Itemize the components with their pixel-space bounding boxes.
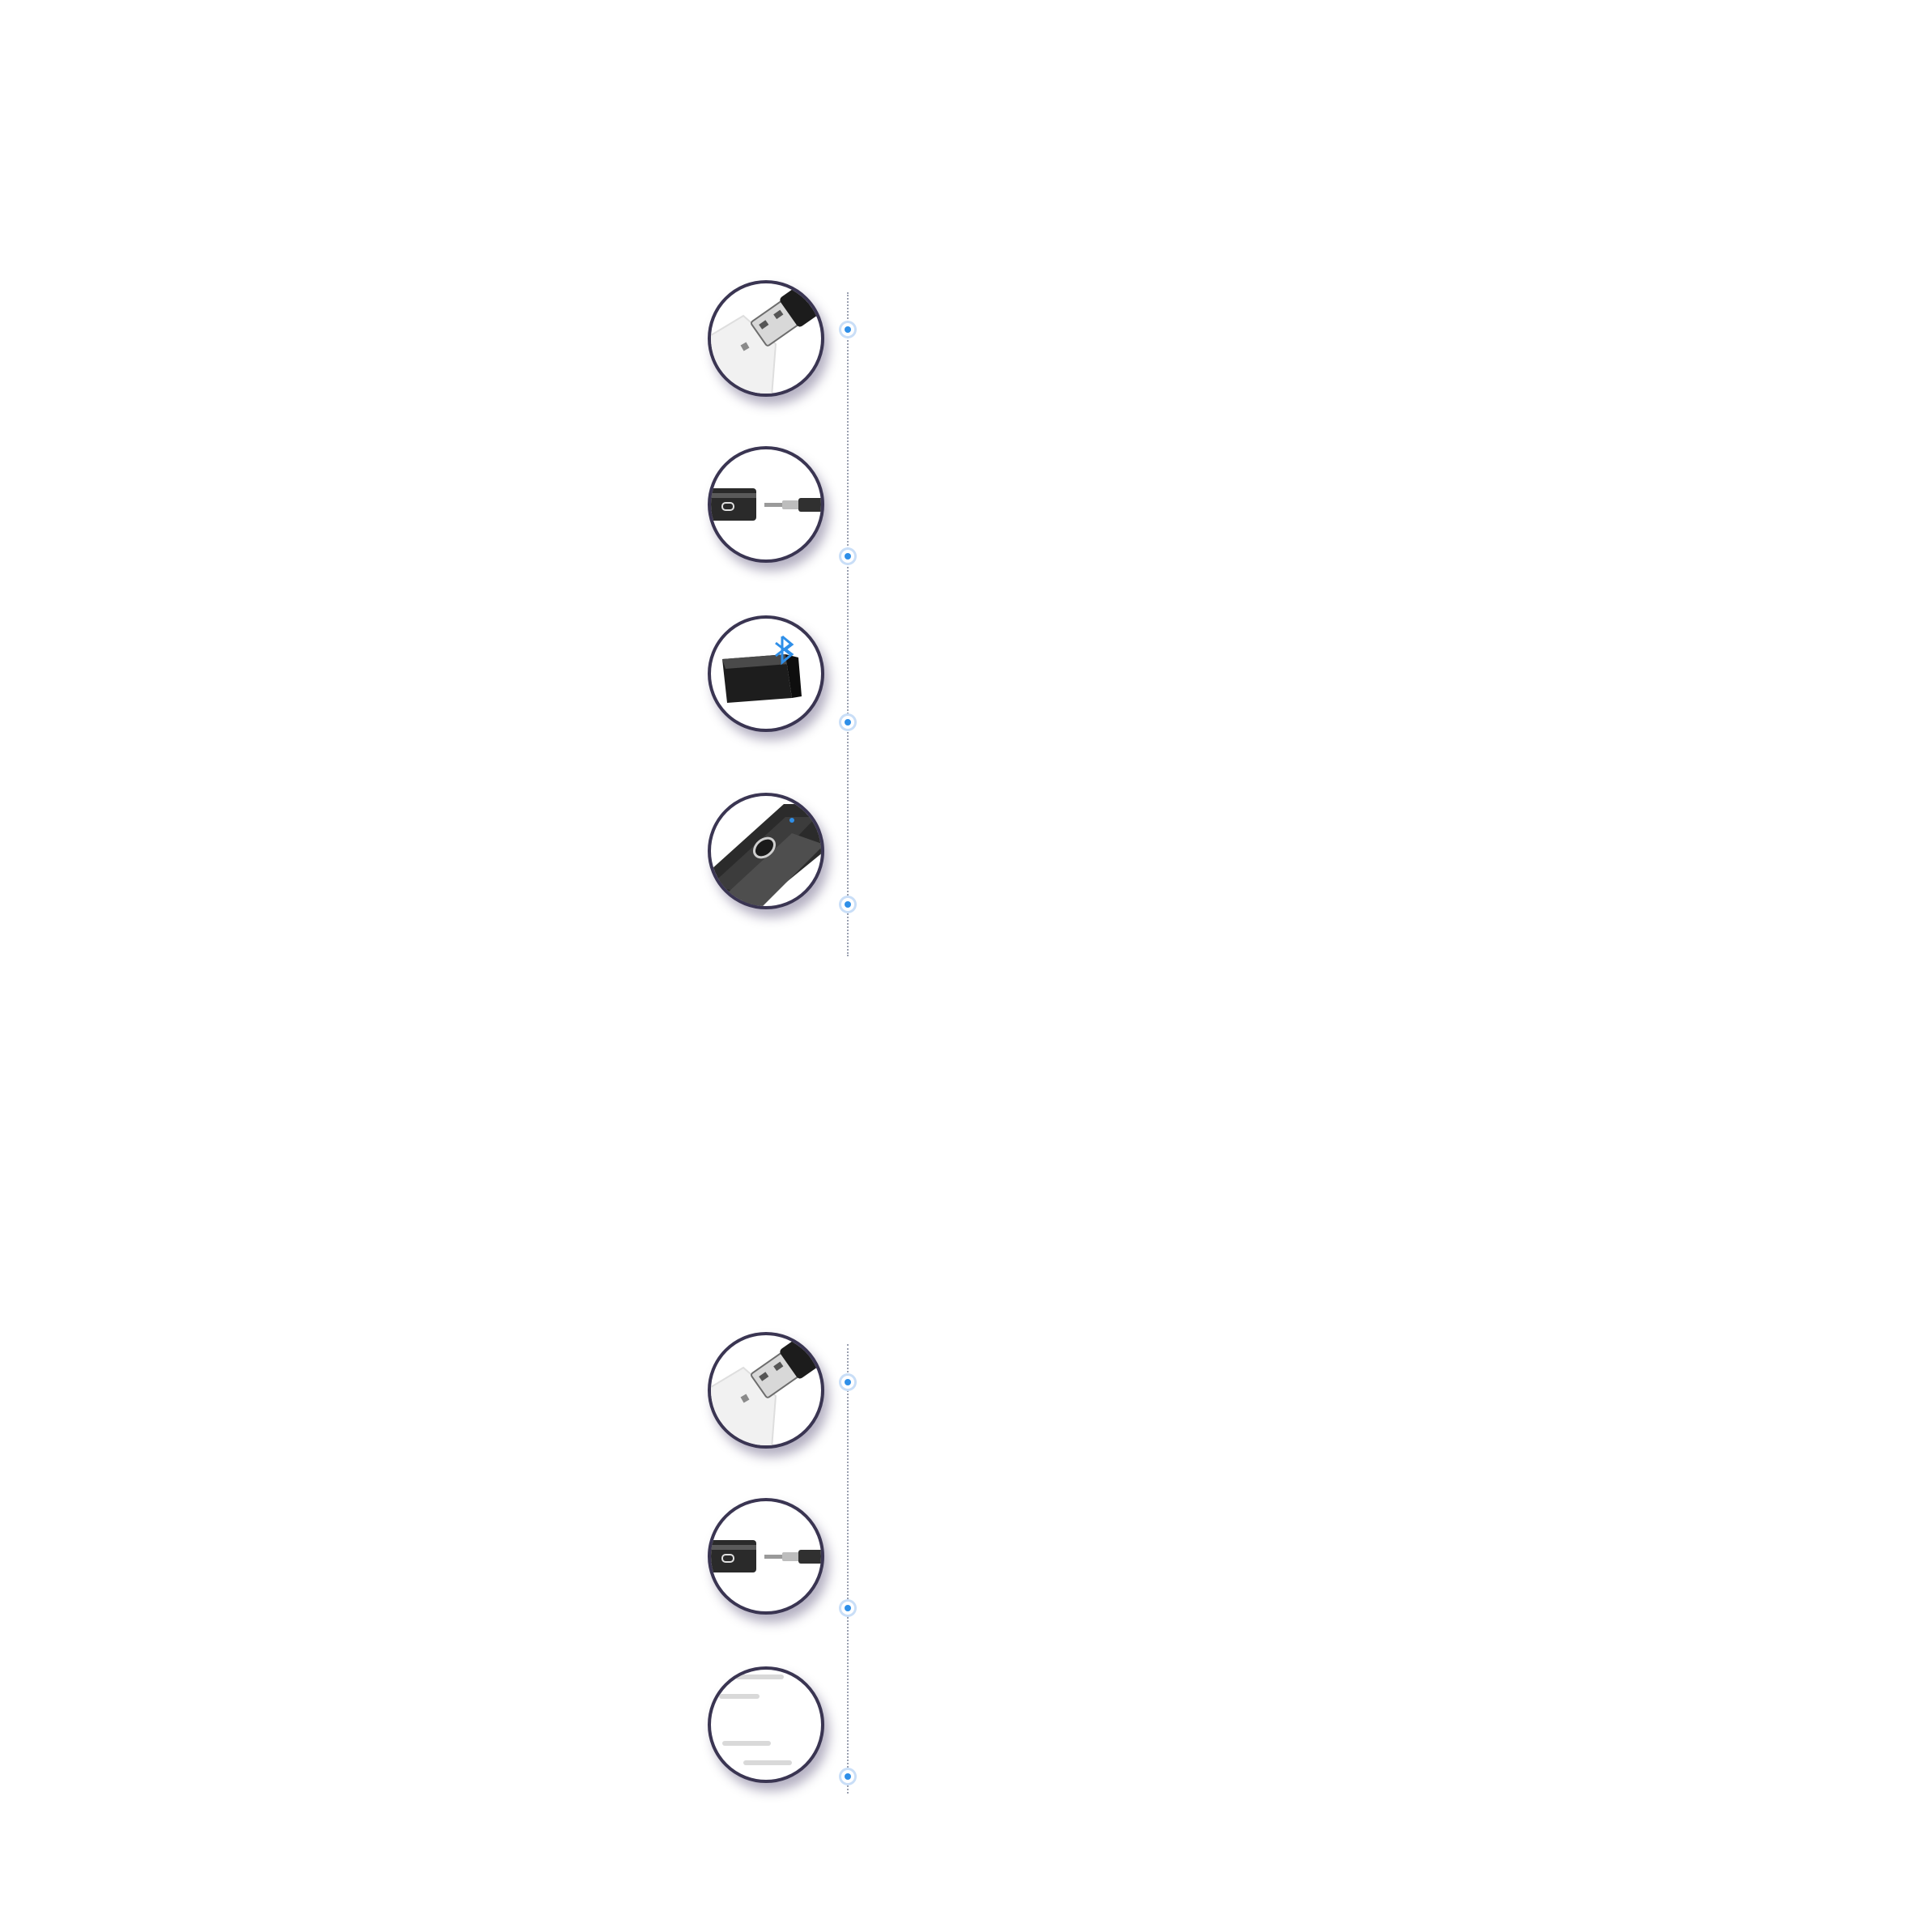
launch-section xyxy=(648,0,1287,1053)
step-marker-dot xyxy=(841,898,854,911)
audio-cable-icon xyxy=(708,1498,824,1615)
step-marker-dot xyxy=(841,716,854,729)
step-marker-dot xyxy=(841,550,854,563)
usb-plug-icon xyxy=(708,1332,824,1449)
receiving-timeline xyxy=(847,1344,849,1794)
audio-cable-icon xyxy=(708,446,824,563)
receiving-card xyxy=(683,1101,1258,1900)
step-marker-dot xyxy=(841,323,854,336)
step-marker-dot xyxy=(841,1770,854,1783)
step-marker-dot xyxy=(841,1602,854,1615)
receiving-section xyxy=(648,1053,1287,1932)
launch-card xyxy=(683,48,1258,1013)
launch-timeline xyxy=(847,292,849,956)
step-marker-dot xyxy=(841,1376,854,1389)
function-key-icon xyxy=(708,793,824,909)
usb-plug-icon xyxy=(708,280,824,397)
device-list-icon xyxy=(708,1666,824,1783)
wireless-speaker-icon xyxy=(708,615,824,732)
